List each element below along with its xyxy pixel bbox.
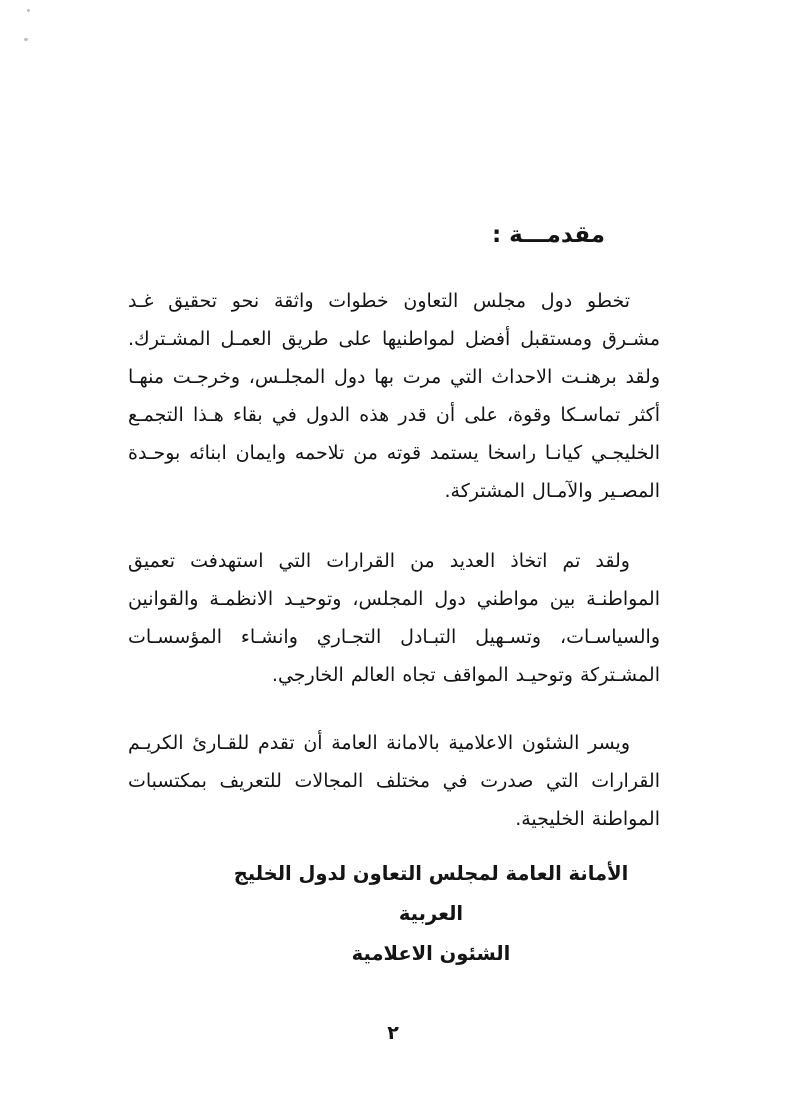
signature-block	[202, 854, 660, 974]
section-heading-introduction: مقدمـــة :	[491, 222, 605, 248]
scan-artifact-dot	[24, 38, 28, 41]
signature-line-organization: الأمانة العامة لمجلس التعاون لدول الخليج العربية	[233, 862, 629, 925]
paragraph-2: ولقد تم اتخاذ العديد من القرارات التي استهدفت تعميق المواطنـة بين مواطني دول المجلس، وتوحيـد الانظمـة والقوانين والسياسـات، وتسـهيل التبـادل التجـاري وانشـاء المؤسسـات المشـتركة وتوحيـد المواقف تجاه العالم الخارجي.	[128, 550, 660, 686]
scan-artifact-dot	[27, 9, 30, 12]
page-number: ٢	[387, 1022, 399, 1044]
signature-line-department: الشئون الاعلامية	[351, 942, 511, 965]
paragraph-3: ويسر الشئون الاعلامية بالامانة العامة أن تقدم للقـارئ الكريـم القرارات التي صدرت في مختلف المجالات للتعريف بمكتسبات المواطنة الخليجية.	[128, 732, 660, 830]
document-body	[128, 0, 660, 974]
paragraph-1: تخطو دول مجلس التعاون خطوات واثقة نحو تحقيق غـد مشـرق ومستقبل أفضل لمواطنيها على طريق العمـل المشـترك. ولقد برهنـت الاحداث التي مرت بها دول المجلـس، وخرجـت منهـا أكثر تماسـكا وقوة، على أن قدر هذه الدول في بقاء هـذا التجمـع الخليجـي كيانـا راسخا يستمد قوته من تلاحمه وايمان ابنائه بوحـدة المصـير والآمـال المشتركة.	[128, 290, 660, 502]
